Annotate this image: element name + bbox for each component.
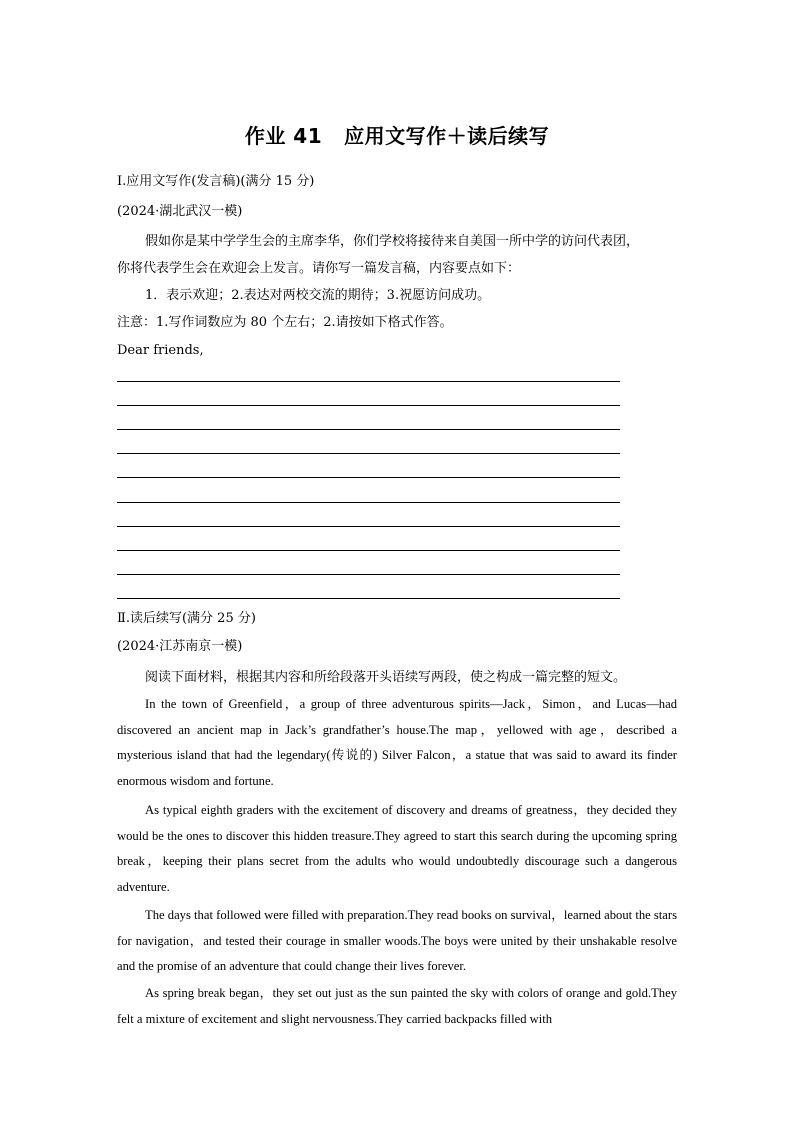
assignment-number: 作业 41 xyxy=(244,124,323,148)
section2-source: (2024·江苏南京一模) xyxy=(117,639,243,654)
answer-line[interactable] xyxy=(117,526,620,527)
section2-instruction: 阅读下面材料，根据其内容和所给段落开头语续写两段，使之构成一篇完整的短文。 xyxy=(145,670,627,685)
section2-heading: Ⅱ.读后续写(满分 25 分) xyxy=(117,611,256,626)
section1-prompt-line1: 假如你是某中学学生会的主席李华，你们学校将接待来自美国一所中学的访问代表团， xyxy=(145,234,640,249)
answer-line[interactable] xyxy=(117,550,620,551)
section1-source: (2024·湖北武汉一模) xyxy=(117,204,243,219)
page-title xyxy=(0,120,794,149)
answer-line[interactable] xyxy=(117,381,620,382)
section1-heading: Ⅰ.应用文写作(发言稿)(满分 15 分) xyxy=(117,174,315,189)
assignment-subject: 应用文写作＋读后续写 xyxy=(344,124,550,148)
story-paragraph-4: As spring break began，they set out just as the sun painted the sky with colors of orange and gold.They felt a mixture of excitement and slight nervousness.They carried backpacks filled with xyxy=(117,986,677,1026)
section1-prompt-line2: 你将代表学生会在欢迎会上发言。请你写一篇发言稿，内容要点如下： xyxy=(117,261,521,276)
section1-note: 注意：1.写作词数应为 80 个左右；2.请按如下格式作答。 xyxy=(117,315,453,330)
story-paragraph-3: The days that followed were filled with preparation.They read books on survival，learned about the stars for navigation，and tested their courage in smaller woods.The boys were united by their unshakable resolve and the promise of an adventure that could change their lives forever. xyxy=(117,908,677,973)
answer-line[interactable] xyxy=(117,429,620,430)
answer-line[interactable] xyxy=(117,477,620,478)
answer-line[interactable] xyxy=(117,502,620,503)
answer-line[interactable] xyxy=(117,453,620,454)
answer-line[interactable] xyxy=(117,405,620,406)
section1-points: 1．表示欢迎；2.表达对两校交流的期待；3.祝愿访问成功。 xyxy=(145,288,491,303)
letter-salutation: Dear friends, xyxy=(117,343,204,358)
story-paragraph-2: As typical eighth graders with the excitement of discovery and dreams of greatness，they decided they would be the ones to discover this hidden treasure.They agreed to start this search during the upcoming spring break，keeping their plans secret from the adults who would undoubtedly discourage such a dangerous adventure. xyxy=(117,803,677,894)
answer-line[interactable] xyxy=(117,598,620,599)
story-paragraph-1: In the town of Greenfield，a group of three adventurous spirits—Jack，Simon，and Lucas—had discovered an ancient map in Jack’s grandfather’s house.The map，yellowed with age，described a mysterious island that had the legendary(传说的) Silver Falcon，a statue that was said to award its finder enormous wisdom and fortune. xyxy=(117,697,677,788)
answer-line[interactable] xyxy=(117,574,620,575)
